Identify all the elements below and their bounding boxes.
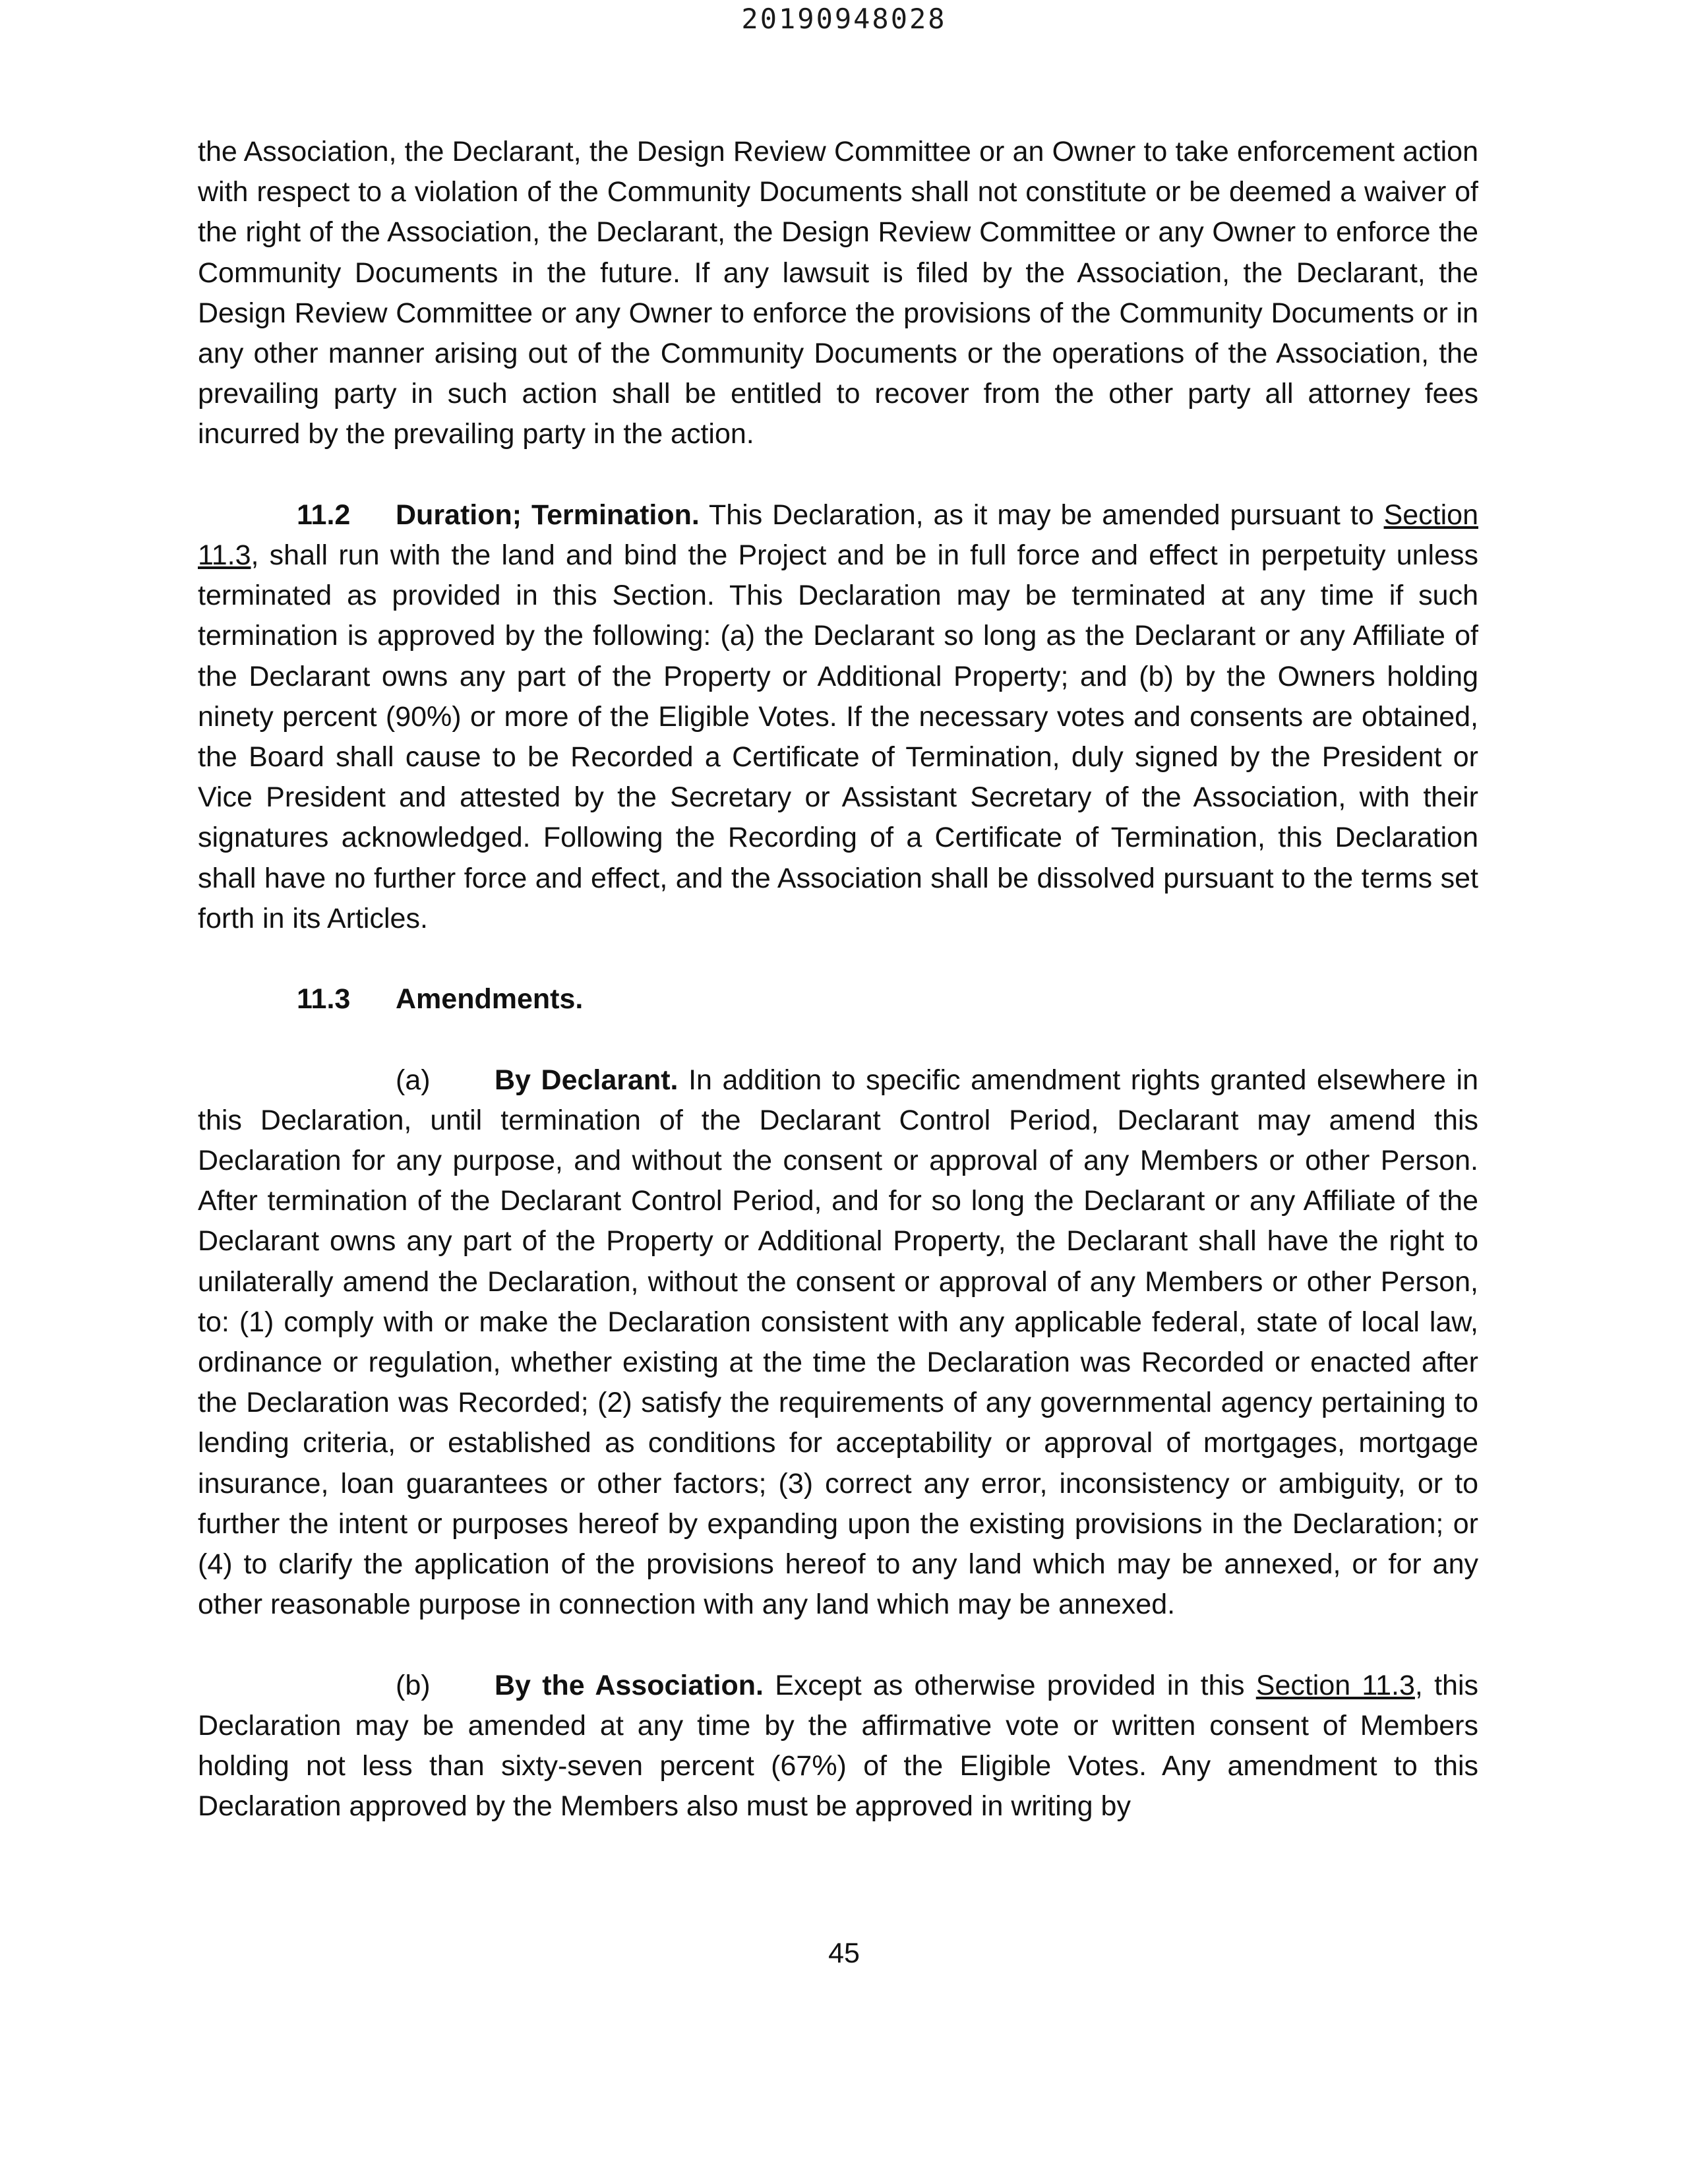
subsection-a xyxy=(198,1060,1478,1625)
section-11-2 xyxy=(198,495,1478,939)
document-body xyxy=(198,132,1478,1827)
section-title: Amendments. xyxy=(396,983,584,1016)
subsection-text: , this Declaration may be amended at any time by the affirmative vote or written consent of Members holding not less than sixty-seven percent (67%) of the Eligible Votes. Any amendment to this Declaration approved by the Members also must be approved in writing by xyxy=(198,1669,1479,1823)
document-number: 20190948028 xyxy=(741,3,947,35)
subsection-text: In addition to specific amendment rights granted elsewhere in this Declaration, until termination of the Declarant Control Period, Declarant may amend this Declaration for any purpose, and without the consent or approval of any Members or other Person. After termination of the Declarant Control Period, and for so long the Declarant or any Affiliate of the Declarant owns any part of the Property or Additional Property, the Declarant shall have the right to unilaterally amend the Declaration, without the consent or approval of any Members or other Person, to: (1) comply with or make the Declaration consistent with any applicable federal, state of local law, ordinance or regulation, whether existing at the time the Declaration was Recorded or enacted after the Declaration was Recorded; (2) satisfy the requirements of any governmental agency pertaining to lending criteria, or established as conditions for acceptability or approval of mortgages, mortgage insurance, loan guarantees or other factors; (3) correct any error, inconsistency or ambiguity, or to further the intent or purposes hereof by expanding upon the existing provisions in the Declaration; or (4) to clarify the application of the provisions hereof to any land which may be annexed, or for any other reasonable purpose in connection with any land which may be annexed. xyxy=(198,1064,1479,1621)
paragraph-continuation: the Association, the Declarant, the Design Review Committee or an Owner to take enforcement action with respect to a violation of the Community Documents shall not constitute or be deemed a waiver of the right of the Association, the Declarant, the Design Review Committee or any Owner to enforce the Community Documents in the future. If any lawsuit is filed by the Association, the Declarant, the Design Review Committee or any Owner to enforce the provisions of the Community Documents or in any other manner arising out of the Community Documents or the operations of the Association, the prevailing party in such action shall be entitled to recover from the other party all attorney fees incurred by the prevailing party in the action. xyxy=(198,136,1478,450)
page-number: 45 xyxy=(828,1937,860,1969)
section-reference-link[interactable]: Section 11.3 xyxy=(198,499,1478,572)
section-title: Duration; Termination. xyxy=(396,499,700,531)
section-text: , shall run with the land and bind the Project and be in full force and effect in perpetuity unless terminated as provided in this Section. This Declaration may be terminated at any time if such termination is approved by the following: (a) the Declarant so long as the Declarant or any Affiliate of the Declarant owns any part of the Property or Additional Property; and (b) by the Owners holding ninety percent (90%) or more of the Eligible Votes. If the necessary votes and consents are obtained, the Board shall cause to be Recorded a Certificate of Termination, duly signed by the President or Vice President and attested by the Secretary or Assistant Secretary of the Association, with their signatures acknowledged. Following the Recording of a Certificate of Termination, this Declaration shall have no further force and effect, and the Association shall be dissolved pursuant to the terms set forth in its Articles. xyxy=(198,539,1478,934)
subsection-b xyxy=(198,1666,1478,1827)
section-11-3 xyxy=(198,979,1478,1019)
subsection-label: (b) xyxy=(396,1669,431,1701)
section-number: 11.2 xyxy=(297,499,351,531)
subsection-label: (a) xyxy=(396,1064,431,1096)
subsection-title: By Declarant. xyxy=(495,1064,678,1096)
subsection-text: Except as otherwise provided in this xyxy=(763,1669,1256,1701)
section-number: 11.3 xyxy=(297,983,351,1016)
section-text: This Declaration, as it may be amended pursuant to xyxy=(699,499,1384,531)
subsection-title: By the Association. xyxy=(495,1669,764,1701)
section-reference-link[interactable]: Section 11.3 xyxy=(1255,1669,1415,1701)
